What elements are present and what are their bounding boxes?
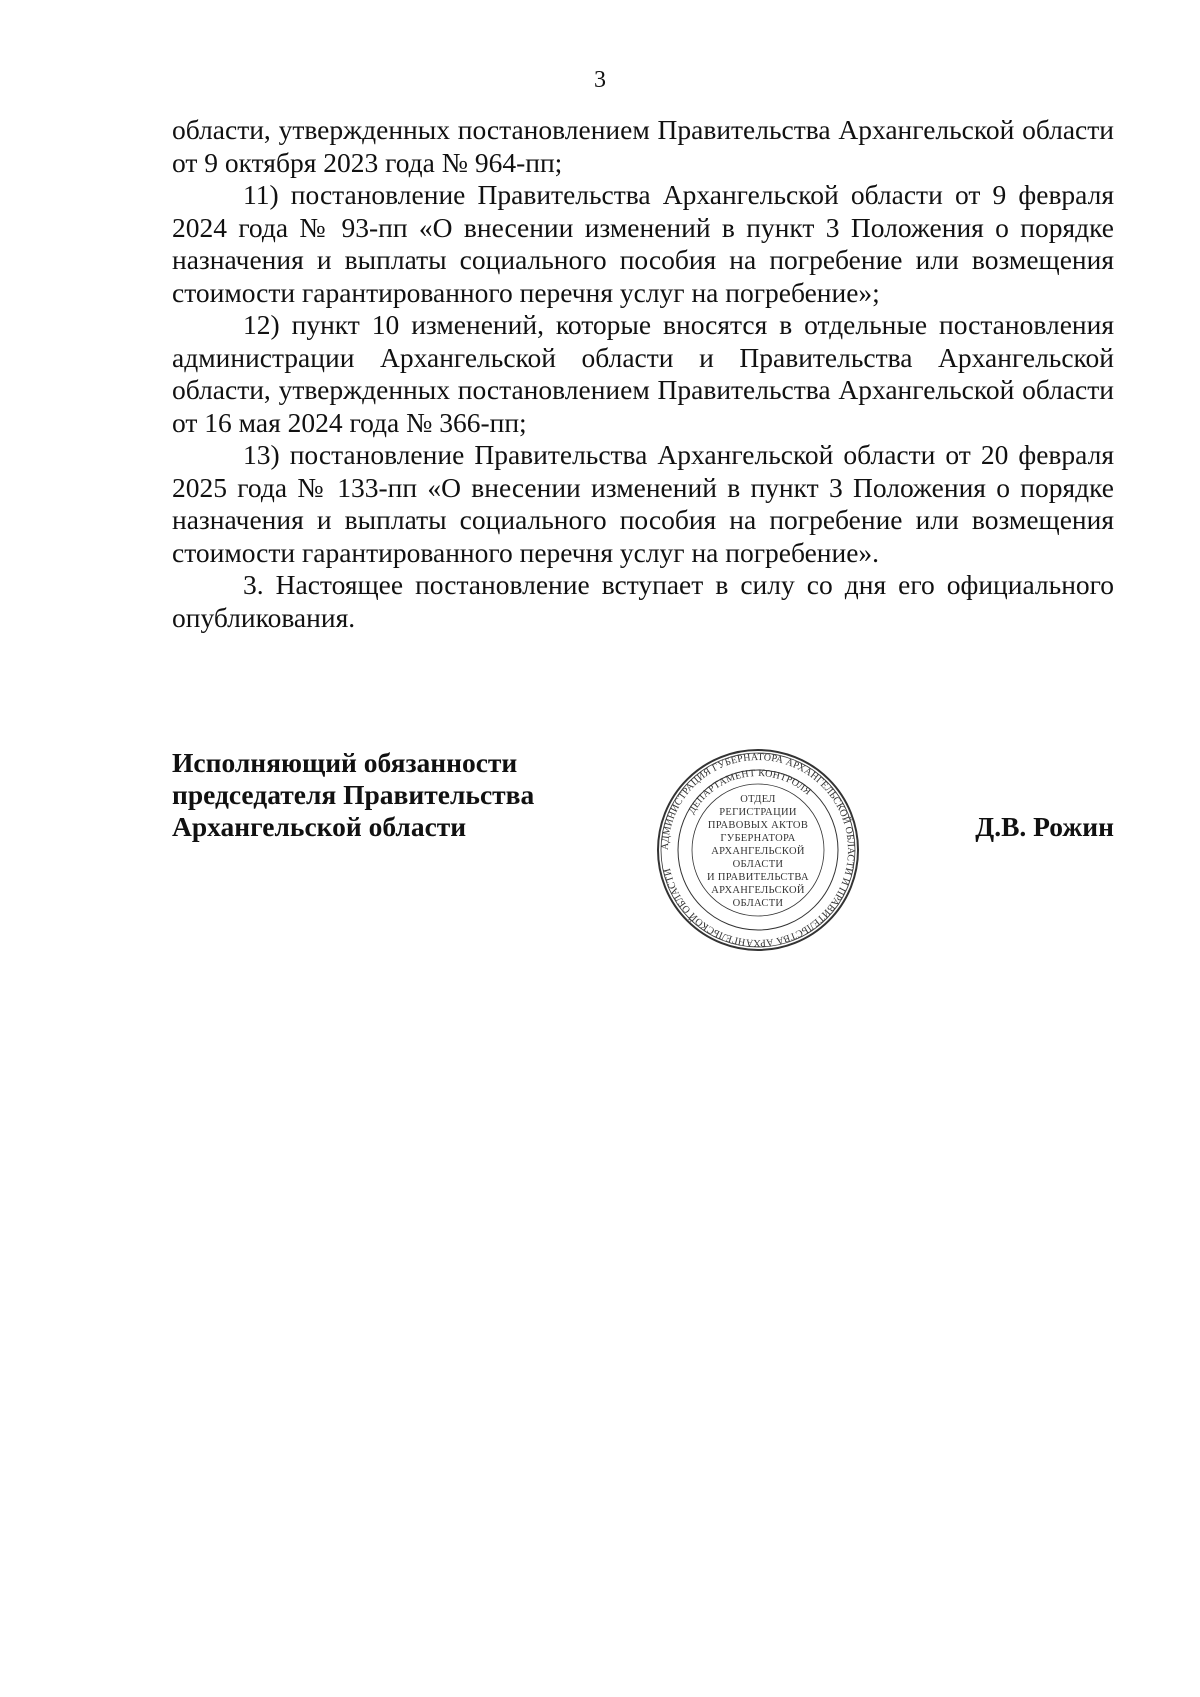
seal-center-line: ОТДЕЛ [740,794,776,805]
seal-center-text [707,794,809,909]
page-number: 3 [594,67,606,93]
signatory-name: Д.В. Рожин [975,811,1114,842]
seal-center-line: ПРАВОВЫХ АКТОВ [707,820,809,831]
paragraph-section-3: 3. Настоящее постановление вступает в силу со дня его официального опубликования. [172,569,1114,633]
seal-center-line: АРХАНГЕЛЬСКОЙ [711,885,805,896]
paragraph-item-13: 13) постановление Правительства Архангельской области от 20 февраля 2025 года № 133-пп «О внесении изменений в пункт 3 Положения о порядке назначения и выплаты социального пособия на погребение или возмещения стоимости гарантированного перечня услуг на погребение». [172,439,1114,568]
seal-outer-ring-text: АДМИНИСТРАЦИЯ ГУБЕРНАТОРА АРХАНГЕЛЬСКОЙ ОБЛАСТИ И ПРАВИТЕЛЬСТВА АРХАНГЕЛЬСКОЙ ОБЛАСТИ [659,751,857,949]
seal-center-line: РЕГИСТРАЦИИ [719,807,797,818]
paragraph-continuation: области, утвержденных постановлением Правительства Архангельской области от 9 октября 2023 года № 964-пп; [172,114,1114,178]
seal-inner-ring-text: ДЕПАРТАМЕНТ КОНТРОЛЯ [686,767,814,816]
signatory-title-line: председателя Правительства [172,779,535,810]
official-seal-stamp [655,747,861,953]
seal-center-line: ОБЛАСТИ [732,859,784,870]
paragraph-item-12: 12) пункт 10 изменений, которые вносятся в отдельные постановления администрации Архангельской области и Правительства Архангельской области, утвержденных постановлением Правительства Архангельской области от 16 мая 2024 года № 366-пп; [172,309,1114,438]
signatory-title-line: Архангельской области [172,811,467,842]
signatory-title-line: Исполняющий обязанности [172,747,518,778]
document-body [172,114,1114,634]
seal-graphic [655,747,861,953]
seal-center-line: ГУБЕРНАТОРА [720,833,796,844]
paragraph-item-11: 11) постановление Правительства Архангельской области от 9 февраля 2024 года № 93-пп «О внесении изменений в пункт 3 Положения о порядке назначения и выплаты социального пособия на погребение или возмещения стоимости гарантированного перечня услуг на погребение»; [172,179,1114,308]
seal-center-line: ОБЛАСТИ [732,898,784,909]
seal-center-line: И ПРАВИТЕЛЬСТВА [707,872,809,883]
signatory-title [172,747,592,843]
seal-center-line: АРХАНГЕЛЬСКОЙ [711,846,805,857]
